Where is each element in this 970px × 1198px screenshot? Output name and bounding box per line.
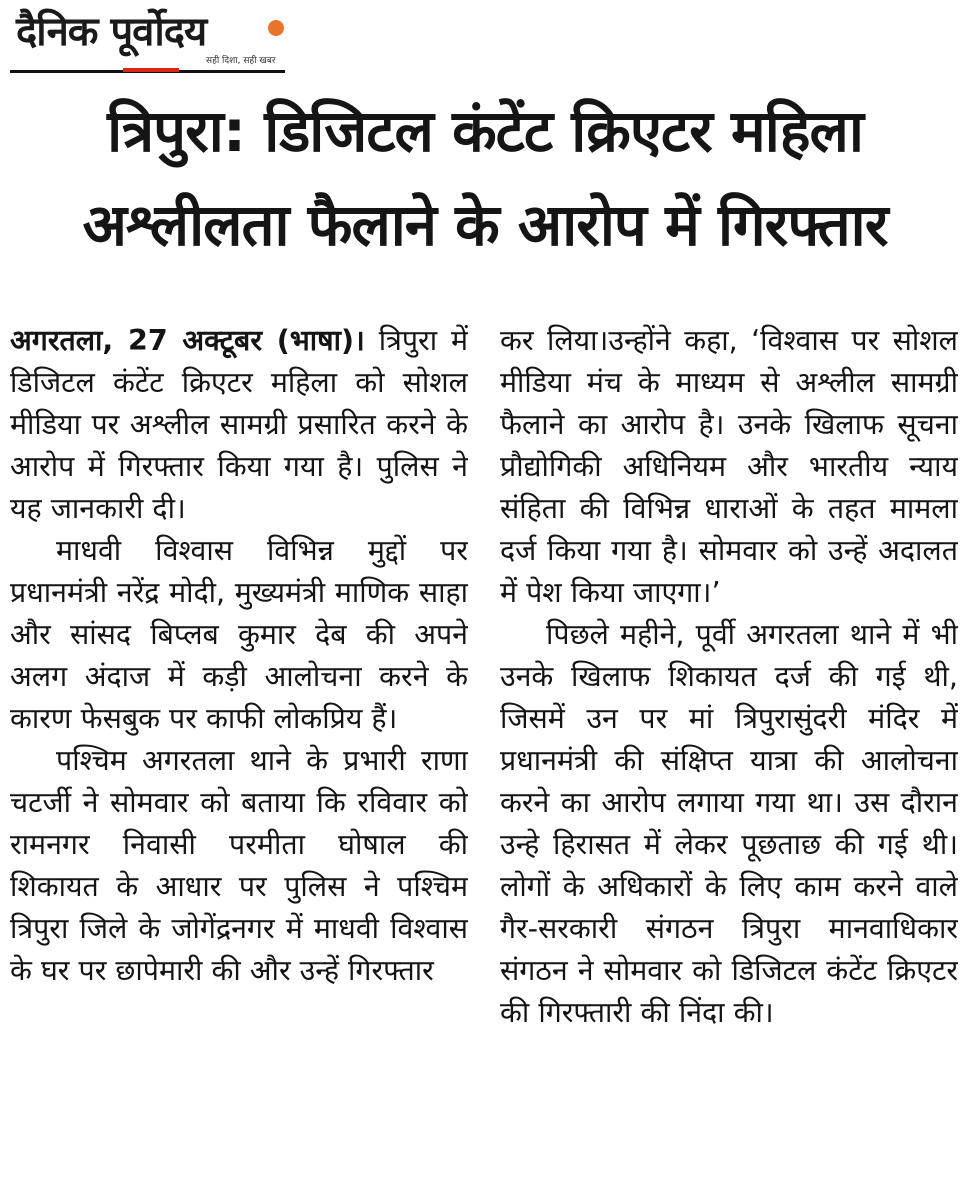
article-column-left bbox=[10, 320, 468, 1190]
article-paragraph-1 bbox=[10, 320, 468, 530]
article-paragraph-2: माधवी विश्वास विभिन्न मुद्दों पर प्रधानमंत्री नरेंद्र मोदी, मुख्यमंत्री माणिक साहा और सांसद बिप्लब कुमार देब की अपने अलग अंदाज में कड़ी आलोचना करने के कारण फेसबुक पर काफी लोकप्रिय हैं। bbox=[10, 534, 468, 735]
masthead-red-accent bbox=[123, 68, 179, 72]
newspaper-tagline: सही दिशा, सही खबर bbox=[206, 56, 276, 66]
article-paragraph-4: कर लिया।उन्होंने कहा, ‘विश्वास पर सोशल मीडिया मंच के माध्यम से अश्लील सामग्री फैलाने का आरोप है। उनके खिलाफ सूचना प्रौद्योगिकी अधिनियम और भारतीय न्याय संहिता की विभिन्न धाराओं के तहत मामला दर्ज किया गया है। सोमवार को उन्हें अदालत में पेश किया जाएगा।’ bbox=[500, 324, 958, 609]
article-headline: त्रिपुरा: डिजिटल कंटेंट क्रिएटर महिला अश्लीलता फैलाने के आरोप में गिरफ्तार bbox=[82, 97, 888, 259]
article-dateline: अगरतला, 27 अक्टूबर (भाषा)। bbox=[10, 324, 365, 357]
article-paragraph-3: पश्चिम अगरतला थाने के प्रभारी राणा चटर्जी ने सोमवार को बताया कि रविवार को रामनगर निवासी परमीता घोषाल की शिकायत के आधार पर पुलिस ने पश्चिम त्रिपुरा जिले के जोगेंद्रनगर में माधवी विश्वास के घर पर छापेमारी की और उन्हें गिरफ्तार bbox=[10, 744, 468, 987]
masthead bbox=[10, 8, 285, 74]
newspaper-logo: दैनिक पूर्वोदय bbox=[16, 9, 207, 55]
paragraph-text: त्रिपुरा में डिजिटल कंटेंट क्रिएटर महिला को सोशल मीडिया पर अश्लील सामग्री प्रसारित करने के आरोप में गिरफ्तार किया गया है। पुलिस ने यह जानकारी दी। bbox=[10, 324, 468, 525]
logo-dot-icon bbox=[268, 20, 284, 36]
article-column-right bbox=[500, 320, 958, 1190]
article-paragraph-5: पिछले महीने, पूर्वी अगरतला थाने में भी उनके खिलाफ शिकायत दर्ज की गई थी, जिसमें उन पर मां त्रिपुरासुंदरी मंदिर में प्रधानमंत्री की संक्षिप्त यात्रा की आलोचना करने का आरोप लगाया गया था। उस दौरान उन्हे हिरासत में लेकर पूछताछ की गई थी।लोगों के अधिकारों के लिए काम करने वाले गैर-सरकारी संगठन त्रिपुरा मानवाधिकार संगठन ने सोमवार को डिजिटल कंटेंट क्रिएटर की गिरफ्तारी की निंदा की। bbox=[500, 618, 958, 1029]
